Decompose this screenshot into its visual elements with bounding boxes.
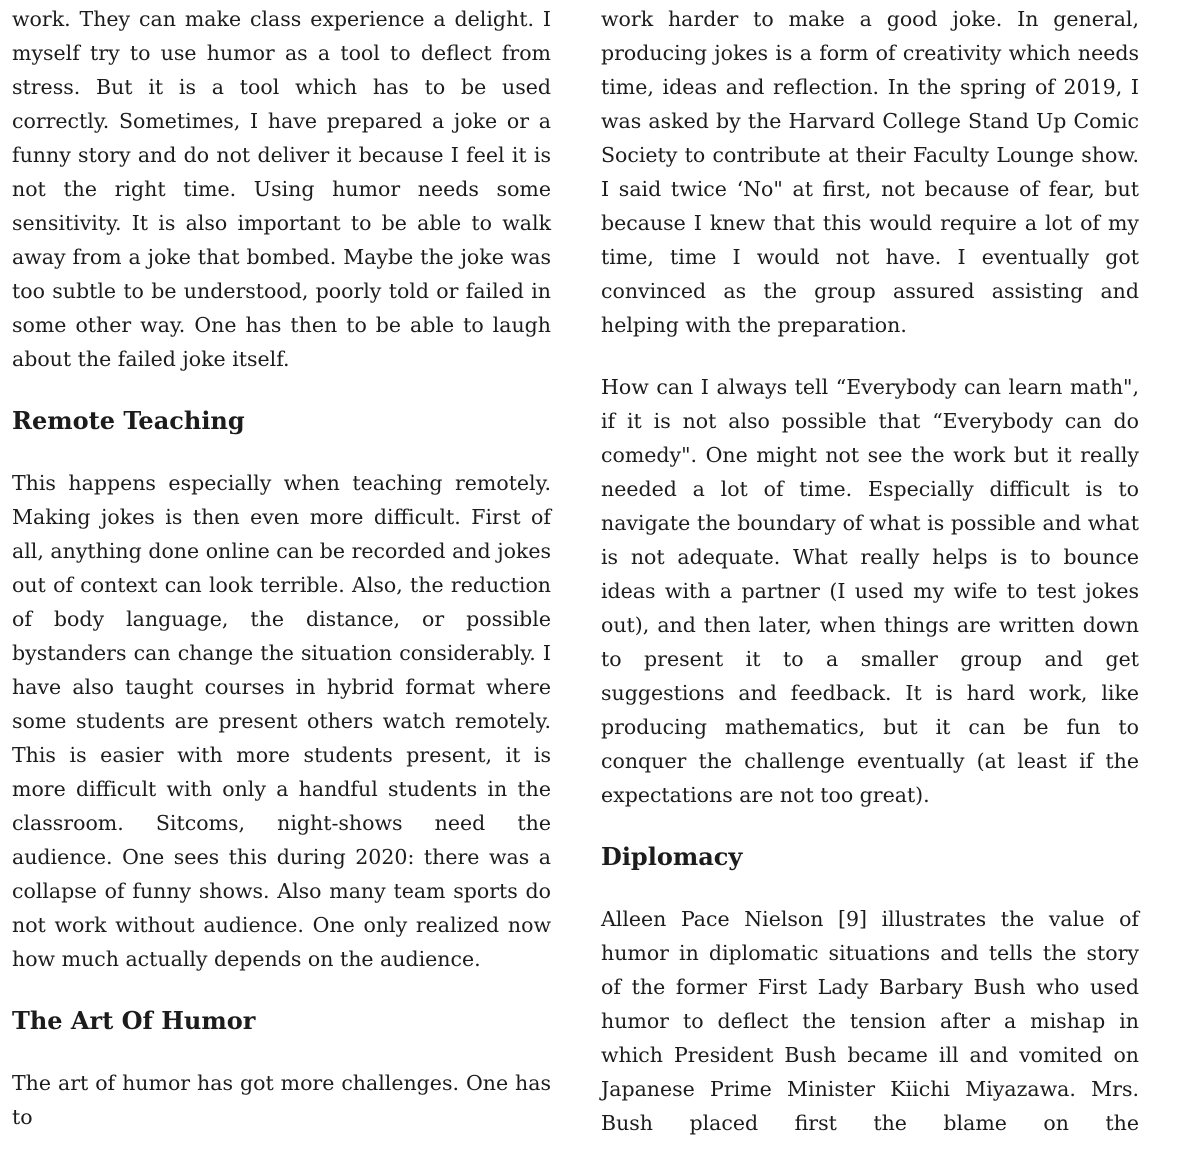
paragraph-remote-teaching: This happens especially when teaching remotely. Making jokes is then even more difficult. First of all, anything done online can be recorded and jokes out of context can look terrible. Also, the reduction of body language, the distance, or possible bystanders can change the situation considerably. I have also taught courses in hybrid format where some students are present others watch remotely. This is easier with more students present, it is more difficult with only a handful students in the classroom. Sitcoms, night-shows need the audience. One sees this during 2020: there was a collapse of funny shows. Also many team sports do not work without audience. One only realized now how much actually depends on the audience.: [12, 471, 551, 971]
right-column: [601, 2, 1139, 1168]
section-heading-remote-teaching: Remote Teaching: [12, 406, 245, 435]
left-column: [12, 2, 551, 1168]
paragraph-everybody-can-do-comedy: How can I always tell “Everybody can learn math", if it is not also possible that “Everybody can do comedy". One might not see the work but it really needed a lot of time. Especially difficult is to navigate the boundary of what is possible and what is not adequate. What really helps is to bounce ideas with a partner (I used my wife to test jokes out), and then later, when things are written down to present it to a smaller group and get suggestions and feedback. It is hard work, like producing mathematics, but it can be fun to conquer the challenge eventually (at least if the expectations are not too great).: [601, 375, 1139, 807]
paragraph-diplomacy-bush-story: Alleen Pace Nielson [9] illustrates the value of humor in diplomatic situations and tells the story of the former First Lady Barbary Bush who used humor to deflect the tension after a mishap in which President Bush became ill and vomited on Japanese Prime Minister Kiichi Miyazawa. Mrs. Bush placed first the blame on the: [601, 907, 1139, 1135]
section-heading-art-of-humor: The Art Of Humor: [12, 1006, 256, 1035]
section-heading-diplomacy: Diplomacy: [601, 842, 743, 871]
paragraph-art-of-humor-start: The art of humor has got more challenges. One has to: [12, 1071, 551, 1129]
paragraph-humor-as-tool: work. They can make class experience a delight. I myself try to use humor as a tool to deflect from stress. But it is a tool which has to be used correctly. Sometimes, I have prepared a joke or a funny story and do not deliver it because I feel it is not the right time. Using humor needs some sensitivity. It is also important to be able to walk away from a joke that bombed. Maybe the joke was too subtle to be understood, poorly told or failed in some other way. One has then to be able to laugh about the failed joke itself.: [12, 7, 551, 371]
paragraph-stand-up-comic-society: work harder to make a good joke. In general, producing jokes is a form of creativity which needs time, ideas and reflection. In the spring of 2019, I was asked by the Harvard College Stand Up Comic Society to contribute at their Faculty Lounge show. I said twice ‘No" at first, not because of fear, but because I knew that this would require a lot of my time, time I would not have. I eventually got convinced as the group assured assisting and helping with the preparation.: [601, 7, 1139, 337]
